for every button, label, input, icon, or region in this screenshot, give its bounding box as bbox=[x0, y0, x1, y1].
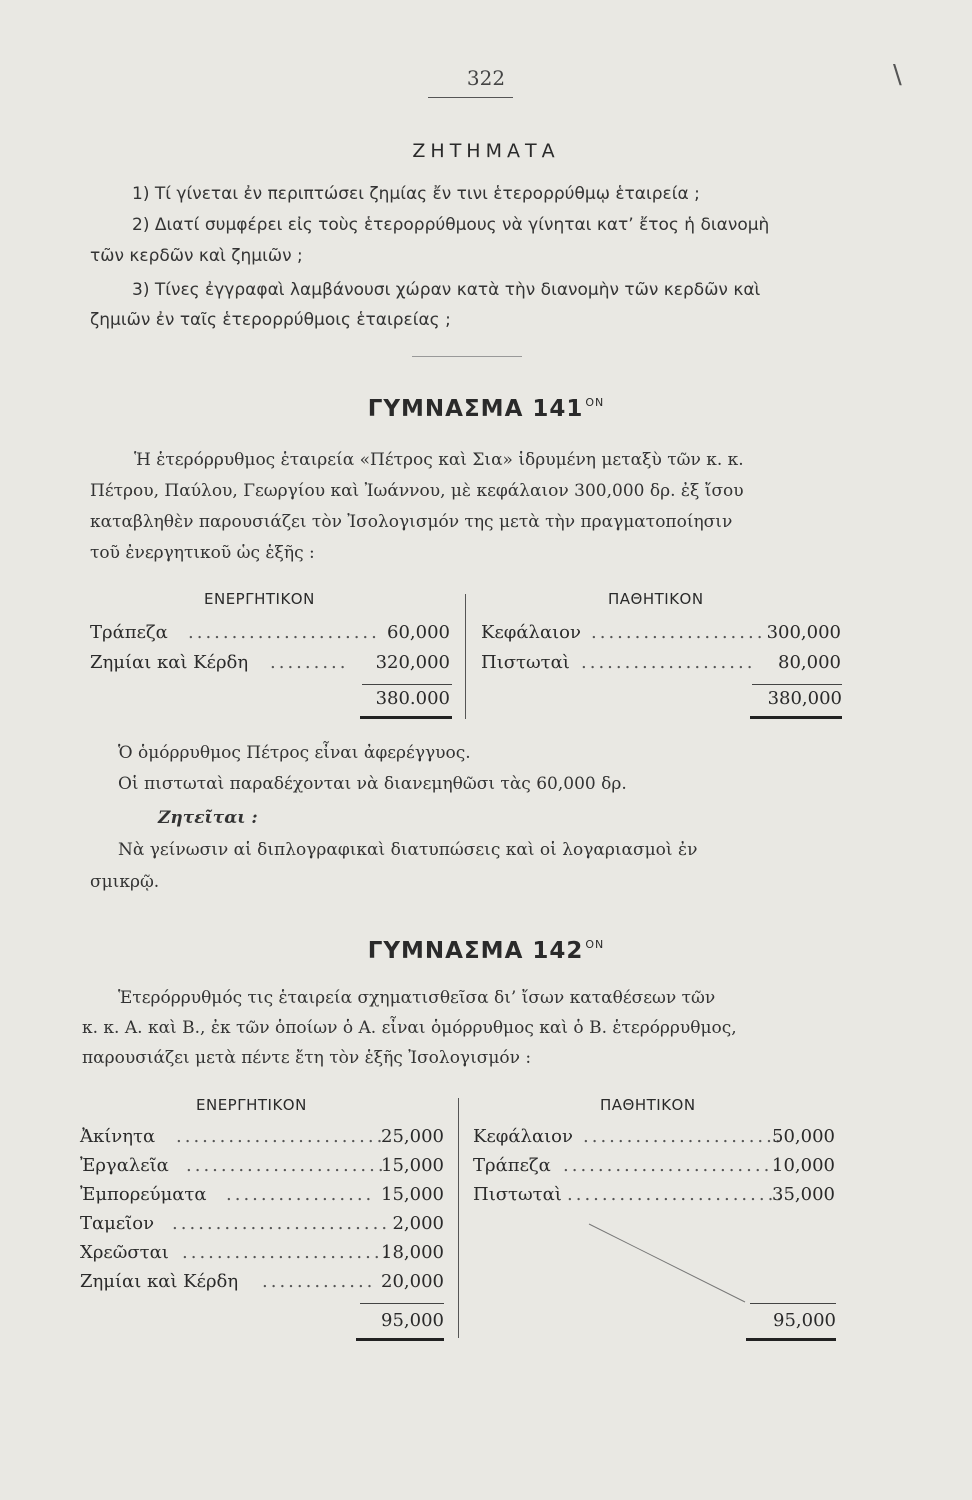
exercise-141-note-2: Οἱ πιστωταὶ παραδέχονται νὰ διανεμηθῶσι τὰς 60,000 δρ. bbox=[118, 774, 627, 794]
exercise-141-assets-heading: ΕΝΕΡΓΗΤΙΚΟΝ bbox=[204, 590, 315, 608]
row-amount: 15,000 bbox=[381, 1184, 444, 1205]
exercise-142-ordinal: ON bbox=[585, 938, 605, 951]
row-label: Τράπεζα bbox=[473, 1155, 551, 1176]
leader-dots: ......................... bbox=[563, 1155, 782, 1176]
leader-dots: ......................... bbox=[172, 1213, 391, 1234]
exercise-142-assets-sum-rule bbox=[360, 1303, 444, 1304]
exercise-142-column-divider bbox=[458, 1098, 459, 1338]
exercise-142-liabilities-double-rule bbox=[746, 1338, 836, 1341]
row-amount: 25,000 bbox=[381, 1126, 444, 1147]
row-amount: 60,000 bbox=[387, 622, 450, 643]
exercise-142-assets-heading: ΕΝΕΡΓΗΤΙΚΟΝ bbox=[196, 1096, 307, 1114]
exercise-141-assets-sum-rule bbox=[362, 684, 452, 685]
exercise-141-assets-total: 380.000 bbox=[375, 688, 450, 709]
page-number-rule bbox=[428, 97, 513, 98]
row-amount: 80,000 bbox=[778, 652, 841, 673]
exercise-141-assets-double-rule bbox=[360, 716, 452, 719]
exercise-142-assets-double-rule bbox=[356, 1338, 444, 1341]
row-label: Ἐμπορεύματα bbox=[80, 1184, 207, 1205]
leader-dots: ........................ bbox=[176, 1126, 386, 1147]
row-label: Πιστωταὶ bbox=[481, 652, 570, 673]
leader-dots: ...................... bbox=[188, 622, 380, 643]
row-amount: 2,000 bbox=[392, 1213, 444, 1234]
exercise-142-intro-line-3: παρουσιάζει μετὰ πέντε ἔτη τὸν ἑξῆς Ἰσολογισμόν : bbox=[82, 1048, 532, 1068]
table-row bbox=[80, 1184, 444, 1212]
question-3-line-2: ζημιῶν ἐν ταῖς ἑτερορρύθμοις ἑταιρείας ; bbox=[90, 310, 451, 330]
table-row bbox=[80, 1155, 444, 1183]
table-row bbox=[90, 652, 450, 680]
row-label: Πιστωταὶ bbox=[473, 1184, 562, 1205]
exercise-141-title-text: ΓΥΜΝΑΣΜΑ 141 bbox=[367, 396, 584, 422]
row-label: Ζημίαι καὶ Κέρδη bbox=[90, 652, 249, 673]
exercise-141-ordinal: ON bbox=[585, 396, 605, 409]
question-1: 1) Τί γίνεται ἐν περιπτώσει ζημίας ἔν τινι ἑτερορρύθμῳ ἑταιρεία ; bbox=[132, 184, 700, 204]
exercise-142-intro-line-1: Ἑτερόρρυθμός τις ἑταιρεία σχηματισθεῖσα δι’ ἴσων καταθέσεων τῶν bbox=[118, 988, 716, 1008]
table-row bbox=[90, 622, 450, 650]
exercise-142-title-text: ΓΥΜΝΑΣΜΑ 142 bbox=[367, 938, 584, 964]
row-amount: 35,000 bbox=[772, 1184, 835, 1205]
table-row bbox=[80, 1271, 444, 1299]
exercise-141-liabilities-heading: ΠΑΘΗΤΙΚΟΝ bbox=[608, 590, 704, 608]
exercise-141-asked-line-1: Νὰ γείνωσιν αἱ διπλογραφικαὶ διατυπώσεις καὶ οἱ λογαριασμοὶ ἐν bbox=[118, 840, 698, 860]
section-divider bbox=[412, 356, 522, 357]
exercise-141-asked-line-2: σμικρῷ. bbox=[90, 872, 160, 892]
row-label: Κεφάλαιον bbox=[481, 622, 581, 643]
table-row bbox=[80, 1213, 444, 1241]
question-2-line-1: 2) Διατί συμφέρει εἰς τοὺς ἑτερορρύθμους νὰ γίνηται κατ’ ἔτος ἡ διανομὴ bbox=[132, 215, 770, 235]
leader-dots: ................. bbox=[226, 1184, 375, 1205]
leader-dots: ............. bbox=[262, 1271, 376, 1292]
row-label: Ἐργαλεῖα bbox=[80, 1155, 169, 1176]
leader-dots: .................... bbox=[581, 652, 756, 673]
row-amount: 20,000 bbox=[381, 1271, 444, 1292]
row-amount: 320,000 bbox=[375, 652, 450, 673]
row-label: Κεφάλαιον bbox=[473, 1126, 573, 1147]
exercise-141-title bbox=[0, 396, 972, 422]
row-label: Τράπεζα bbox=[90, 622, 168, 643]
row-label: Ζημίαι καὶ Κέρδη bbox=[80, 1271, 239, 1292]
exercise-142-title bbox=[0, 938, 972, 964]
exercise-141-liabilities-sum-rule bbox=[752, 684, 842, 685]
table-row bbox=[473, 1184, 835, 1212]
row-amount: 18,000 bbox=[381, 1242, 444, 1263]
leader-dots: ......... bbox=[270, 652, 349, 673]
page-number: 322 bbox=[466, 66, 506, 90]
exercise-141-intro-line-3: καταβληθὲν παρουσιάζει τὸν Ἰσολογισμόν της μετὰ τὴν πραγματοποίησιν bbox=[90, 512, 733, 532]
leader-dots: ....................... bbox=[186, 1155, 387, 1176]
row-label: Ταμεῖον bbox=[80, 1213, 155, 1234]
exercise-141-intro-line-4: τοῦ ἐνεργητικοῦ ὡς ἑξῆς : bbox=[90, 543, 315, 563]
question-2-line-2: τῶν κερδῶν καὶ ζημιῶν ; bbox=[90, 246, 303, 266]
exercise-141-asked-label: Ζητεῖται : bbox=[158, 808, 258, 828]
table-row bbox=[481, 622, 841, 650]
row-amount: 50,000 bbox=[772, 1126, 835, 1147]
row-amount: 300,000 bbox=[766, 622, 841, 643]
row-label: Ἀκίνητα bbox=[80, 1126, 156, 1147]
row-amount: 15,000 bbox=[381, 1155, 444, 1176]
table-row bbox=[80, 1242, 444, 1270]
table-row bbox=[473, 1126, 835, 1154]
leader-dots: ........................ bbox=[182, 1242, 392, 1263]
leader-dots: .................... bbox=[591, 622, 766, 643]
exercise-141-note-1: Ὁ ὁμόρρυθμος Πέτρος εἶναι ἀφερέγγυος. bbox=[118, 743, 471, 763]
row-label: Χρεῶσται bbox=[80, 1242, 169, 1263]
exercise-142-liabilities-total: 95,000 bbox=[773, 1310, 836, 1331]
exercise-142-liabilities-sum-rule bbox=[750, 1303, 836, 1304]
corner-mark: \ bbox=[893, 60, 902, 90]
question-3-line-1: 3) Τίνες ἐγγραφαὶ λαμβάνουσι χώραν κατὰ τὴν διανομὴν τῶν κερδῶν καὶ bbox=[132, 280, 761, 300]
leader-dots: ......................... bbox=[567, 1184, 786, 1205]
table-row bbox=[481, 652, 841, 680]
exercise-141-liabilities-double-rule bbox=[750, 716, 842, 719]
exercise-141-liabilities-total: 380,000 bbox=[767, 688, 842, 709]
exercise-141-intro-line-1: Ἡ ἑτερόρρυθμος ἑταιρεία «Πέτρος καὶ Σια» ἱδρυμένη μεταξὺ τῶν κ. κ. bbox=[134, 450, 744, 470]
table-row bbox=[473, 1155, 835, 1183]
exercise-142-liabilities-heading: ΠΑΘΗΤΙΚΟΝ bbox=[600, 1096, 696, 1114]
leader-dots: ....................... bbox=[583, 1126, 784, 1147]
closing-diagonal-line bbox=[585, 1220, 845, 1310]
questions-title: ΖΗΤΗΜΑΤΑ bbox=[412, 140, 560, 162]
table-row bbox=[80, 1126, 444, 1154]
exercise-142-assets-total: 95,000 bbox=[381, 1310, 444, 1331]
exercise-142-intro-line-2: κ. κ. Α. καὶ Β., ἐκ τῶν ὁποίων ὁ Α. εἶναι ὁμόρρυθμος καὶ ὁ Β. ἑτερόρρυθμος, bbox=[82, 1018, 737, 1038]
exercise-141-intro-line-2: Πέτρου, Παύλου, Γεωργίου καὶ Ἰωάννου, μὲ κεφάλαιον 300,000 δρ. ἐξ ἴσου bbox=[90, 481, 744, 501]
exercise-141-column-divider bbox=[465, 594, 466, 719]
row-amount: 10,000 bbox=[772, 1155, 835, 1176]
